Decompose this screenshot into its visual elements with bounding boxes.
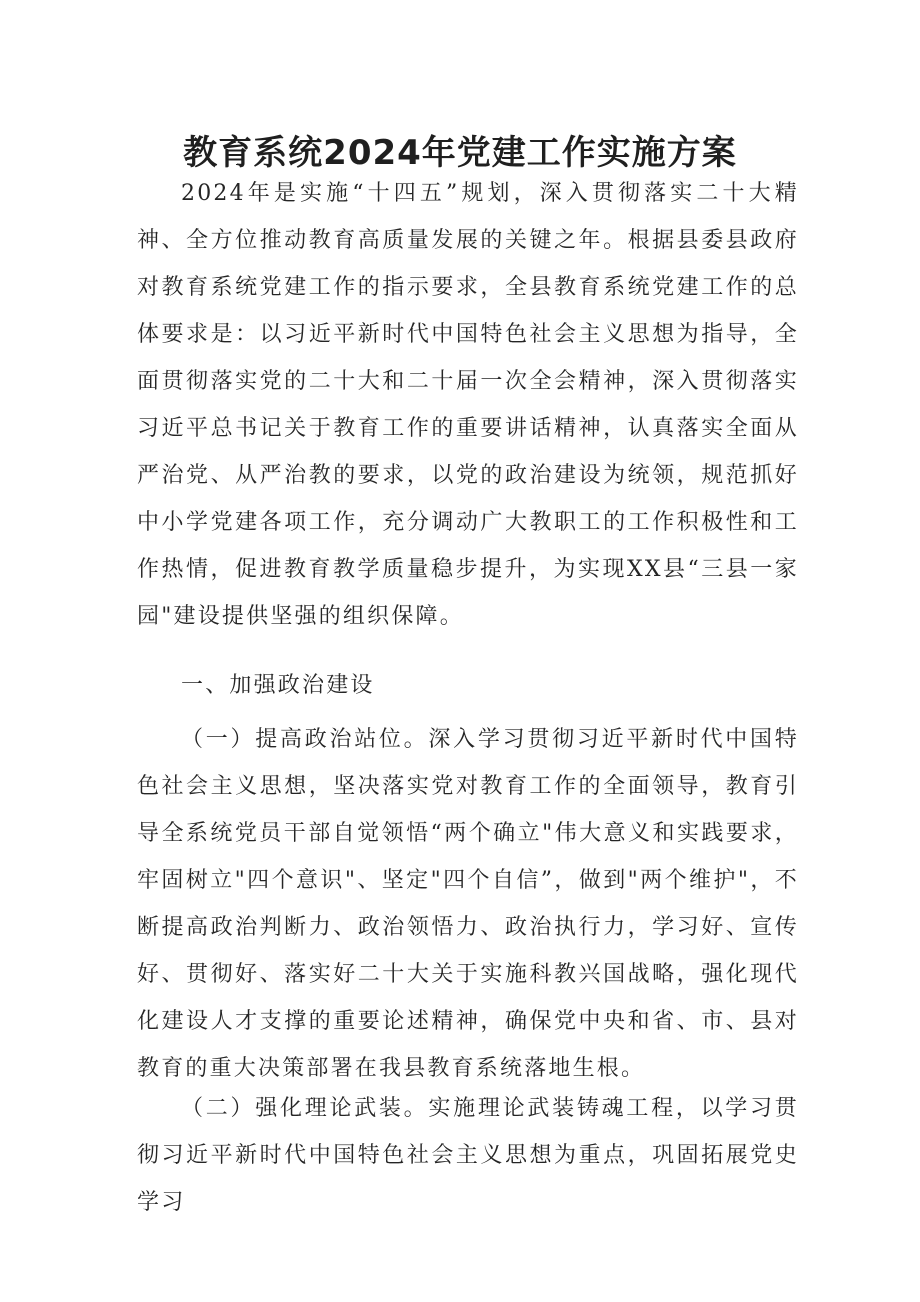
- paragraph-theoretical-armament: （二）强化理论武装。实施理论武装铸魂工程，以学习贯彻习近平新时代中国特色社会主义思想为重点，巩固拓展党史学习: [137, 1096, 799, 1215]
- intro-paragraph: 2024年是实施“十四五”规划，深入贯彻落实二十大精神、全方位推动教育高质量发展的关键之年。根据县委县政府对教育系统党建工作的指示要求，全县教育系统党建工作的总体要求是：以习近平新时代中国特色社会主义思想为指导，全面贯彻落实党的二十大和二十届一次全会精神，深入贯彻落实习近平总书记关于教育工作的重要讲话精神，认真落实全面从严治党、从严治教的要求，以党的政治建设为统领，规范抓好中小学党建各项工作，充分调动广大教职工的工作积极性和工作热情，促进教育教学质量稳步提升，为实现XX县“三县一家园"建设提供坚强的组织保障。: [137, 181, 799, 629]
- section-heading-political-construction: 一、加强政治建设: [181, 673, 375, 698]
- document-title: 教育系统2024年党建工作实施方案: [183, 133, 737, 173]
- paragraph-political-standing: （一）提高政治站位。深入学习贯彻习近平新时代中国特色社会主义思想，坚决落实党对教育工作的全面领导，教育引导全系统党员干部自觉领悟“两个确立"伟大意义和实践要求，牢固树立"四个意识"、坚定"四个自信”，做到"两个维护"，不断提高政治判断力、政治领悟力、政治执行力，学习好、宣传好、贯彻好、落实好二十大关于实施科教兴国战略，强化现代化建设人才支撑的重要论述精神，确保党中央和省、市、县对教育的重大决策部署在我县教育系统落地生根。: [137, 727, 799, 1081]
